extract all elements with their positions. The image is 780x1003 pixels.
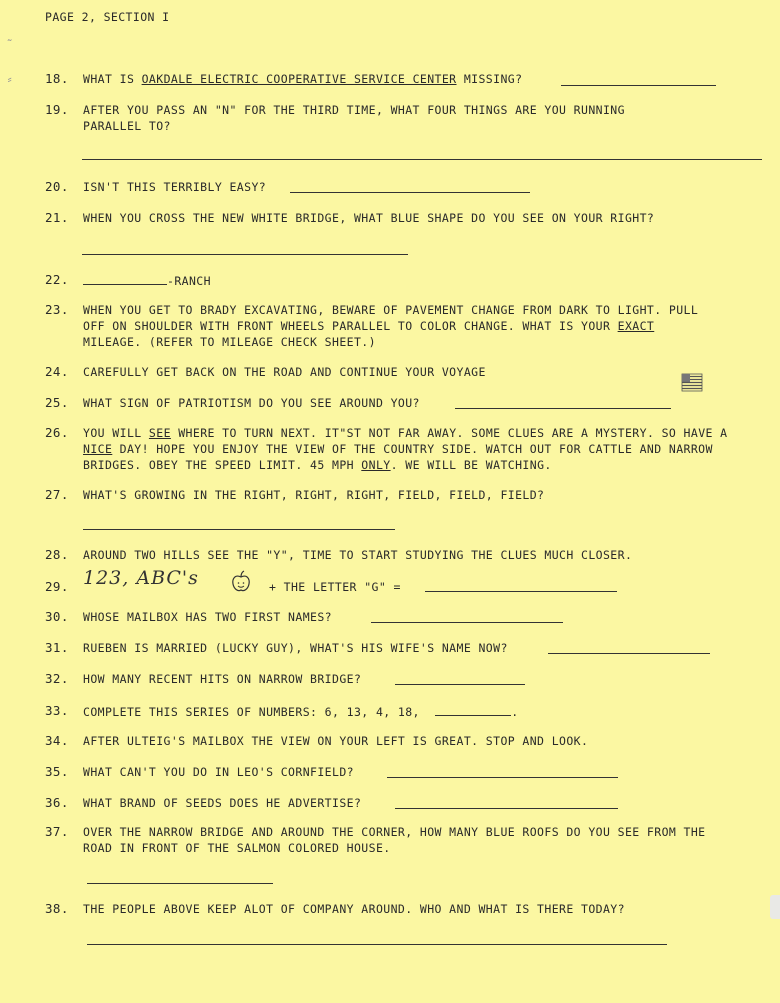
question-text: WHEN YOU GET TO BRADY EXCAVATING, BEWARE OF PAVEMENT CHANGE FROM DARK TO LIGHT. PULL OFF ON SHOULDER WITH FRONT WHEELS PARALLEL TO COLOR CHANGE. WHAT IS YOUR — [83, 303, 699, 333]
question-text: HOW MANY RECENT HITS ON NARROW BRIDGE? — [83, 672, 362, 686]
question-number: 35. — [45, 764, 69, 779]
margin-mark-icon: ⸗ — [6, 72, 14, 86]
question-text: RUEBEN IS MARRIED (LUCKY GUY), WHAT'S HIS WIFE'S NAME NOW? — [83, 641, 508, 655]
answer-blank[interactable] — [290, 192, 530, 193]
question-text: DAY! HOPE YOU ENJOY THE VIEW OF THE COUNTRY SIDE. WATCH OUT FOR CATTLE AND NARROW BRIDGES. OBEY THE SPEED LIMIT. 45 MPH — [83, 442, 713, 472]
answer-blank[interactable] — [87, 944, 667, 945]
question-23 — [45, 302, 700, 350]
question-text: MISSING? — [456, 72, 523, 86]
question-text: WHAT IS — [83, 72, 142, 86]
question-text: COMPLETE THIS SERIES OF NUMBERS: 6, 13, 4, 18, — [83, 705, 420, 719]
emphasis-see: SEE — [148, 426, 171, 440]
question-32 — [45, 671, 740, 687]
question-text: WHAT'S GROWING IN THE RIGHT, RIGHT, RIGHT, FIELD, FIELD, FIELD? — [83, 488, 545, 502]
emphasis-exact: EXACT — [617, 319, 655, 333]
question-21 — [45, 210, 740, 226]
question-text: WHAT CAN'T YOU DO IN LEO'S CORNFIELD? — [83, 765, 354, 779]
question-19 — [45, 102, 670, 134]
question-text: WHERE TO TURN NEXT. IT"ST NOT FAR AWAY. SOME CLUES ARE A MYSTERY. SO HAVE A — [170, 426, 728, 440]
answer-blank[interactable] — [395, 808, 618, 809]
location-name: OAKDALE ELECTRIC COOPERATIVE SERVICE CENTER — [141, 72, 457, 86]
question-number: 23. — [45, 302, 69, 317]
flag-icon — [681, 372, 703, 394]
question-text: . — [511, 705, 519, 719]
question-38 — [45, 901, 740, 917]
question-text: . WE WILL BE WATCHING. — [390, 458, 552, 472]
question-number: 18. — [45, 71, 69, 86]
question-number: 30. — [45, 609, 69, 624]
question-number: 38. — [45, 901, 69, 916]
answer-blank[interactable] — [83, 529, 395, 530]
question-text: -RANCH — [167, 274, 211, 288]
question-number: 27. — [45, 487, 69, 502]
apple-icon — [229, 570, 253, 594]
question-number: 32. — [45, 671, 69, 686]
question-number: 36. — [45, 795, 69, 810]
question-text: OVER THE NARROW BRIDGE AND AROUND THE CORNER, HOW MANY BLUE ROOFS DO YOU SEE FROM THE ROAD IN FRONT OF THE SALMON COLORED HOUSE. — [83, 825, 706, 855]
question-number: 22. — [45, 272, 69, 287]
emphasis-nice: NICE — [83, 442, 113, 456]
answer-blank[interactable] — [371, 622, 563, 623]
question-text: WHAT BRAND OF SEEDS DOES HE ADVERTISE? — [83, 796, 362, 810]
question-28 — [45, 547, 740, 563]
margin-mark-icon: ˜ — [6, 38, 14, 52]
page-edge-tab — [770, 895, 780, 919]
question-number: 37. — [45, 824, 69, 839]
question-33 — [45, 703, 740, 720]
question-22 — [45, 272, 740, 289]
question-34 — [45, 733, 740, 749]
answer-blank[interactable] — [83, 272, 167, 285]
question-text: AFTER YOU PASS AN "N" FOR THE THIRD TIME, WHAT FOUR THINGS ARE YOU RUNNING PARALLEL TO? — [83, 103, 625, 133]
question-number: 21. — [45, 210, 69, 225]
question-number: 34. — [45, 733, 69, 748]
question-number: 26. — [45, 425, 69, 440]
question-26 — [45, 425, 735, 473]
question-text: YOU WILL — [83, 426, 149, 440]
emphasis-only: ONLY — [361, 458, 391, 472]
question-text: AROUND TWO HILLS SEE THE "Y", TIME TO START STUDYING THE CLUES MUCH CLOSER. — [83, 548, 633, 562]
question-36 — [45, 795, 740, 811]
question-24 — [45, 364, 740, 380]
question-27 — [45, 487, 740, 503]
answer-blank[interactable] — [435, 703, 511, 716]
question-number: 28. — [45, 547, 69, 562]
question-text: + THE LETTER "G" = — [269, 580, 401, 594]
question-text: THE PEOPLE ABOVE KEEP ALOT OF COMPANY AROUND. WHO AND WHAT IS THERE TODAY? — [83, 902, 625, 916]
answer-blank[interactable] — [548, 653, 710, 654]
answer-blank[interactable] — [387, 777, 618, 778]
question-number: 25. — [45, 395, 69, 410]
answer-blank[interactable] — [561, 85, 716, 86]
question-29 — [45, 567, 740, 594]
answer-blank[interactable] — [425, 591, 617, 592]
answer-blank[interactable] — [395, 684, 525, 685]
question-text: WHEN YOU CROSS THE NEW WHITE BRIDGE, WHAT BLUE SHAPE DO YOU SEE ON YOUR RIGHT? — [83, 211, 655, 225]
question-number: 29. — [45, 579, 69, 594]
question-text: WHOSE MAILBOX HAS TWO FIRST NAMES? — [83, 610, 333, 624]
answer-blank[interactable] — [87, 883, 273, 884]
question-number: 33. — [45, 703, 69, 718]
handwritten-clue: 123, ABC's — [83, 567, 199, 589]
answer-blank[interactable] — [455, 408, 671, 409]
question-text: MILEAGE. (REFER TO MILEAGE CHECK SHEET.) — [83, 335, 376, 349]
question-number: 31. — [45, 640, 69, 655]
question-number: 24. — [45, 364, 69, 379]
question-text: WHAT SIGN OF PATRIOTISM DO YOU SEE AROUND YOU? — [83, 396, 420, 410]
page-header: PAGE 2, SECTION I — [45, 10, 170, 24]
question-number: 20. — [45, 179, 69, 194]
answer-blank[interactable] — [82, 254, 408, 255]
question-37 — [45, 824, 720, 856]
question-text: AFTER ULTEIG'S MAILBOX THE VIEW ON YOUR LEFT IS GREAT. STOP AND LOOK. — [83, 734, 589, 748]
question-number: 19. — [45, 102, 69, 117]
question-text: ISN'T THIS TERRIBLY EASY? — [83, 180, 267, 194]
question-text: CAREFULLY GET BACK ON THE ROAD AND CONTINUE YOUR VOYAGE — [83, 365, 486, 379]
answer-blank[interactable] — [82, 159, 762, 160]
